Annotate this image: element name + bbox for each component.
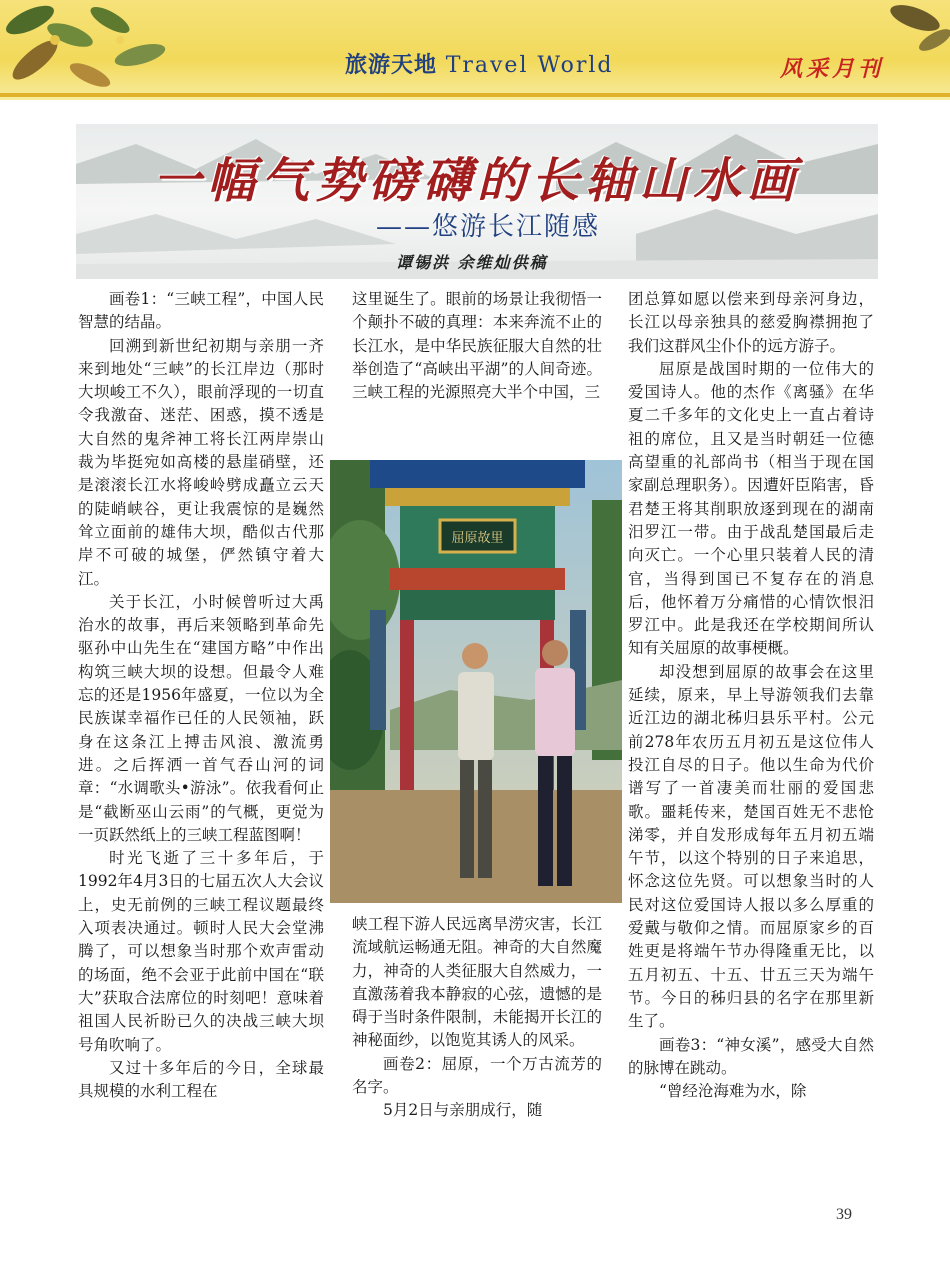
gate-plaque-text: 屈原故里: [451, 531, 504, 546]
paragraph: 画卷2：屈原，一个万古流芳的名字。: [352, 1054, 602, 1097]
leaf-decoration-right: [880, 0, 950, 60]
paragraph: 这里诞生了。眼前的场景让我彻悟一个颠扑不破的真理：本来奔流不止的长江水，是中华民族征服大自然的壮举创造了“高峡出平湖”的人间奇迹。三峡工程的光源照亮大半个中国，三: [352, 290, 602, 402]
text-column-1: [78, 288, 324, 1103]
section-title-cn: 旅游天地: [345, 52, 438, 78]
paragraph: 画卷1：“三峡工程”，中国人民智慧的结晶。: [78, 290, 324, 332]
leaf-decoration-left: [0, 0, 185, 100]
paragraph: 5月2日与亲朋成行，随: [383, 1101, 543, 1120]
paragraph: 峡工程下游人民远离旱涝灾害，长江流域航运畅通无阻。神奇的大自然魔力，神奇的人类征服大自然威力，一直激荡着我本静寂的心弦，遗憾的是碍于当时条件限制，未能揭开长江的神秘面纱，以饱览其诱人的风采。: [352, 915, 602, 1050]
article-subtitle: ——悠游长江随感: [376, 212, 601, 242]
magazine-name: 风采月刊: [780, 56, 885, 82]
paragraph: 回溯到新世纪初期与亲朋一齐来到地处“三峡”的长江岸边（那时大坝峻工不久），眼前浮现的一切直令我激奋、迷茫、困惑，摸不透是大自然的鬼斧神工将长江两岸崇山裁为毕挺宛如高楼的悬崖硝壁，还是滚滚长江水将峻岭劈成矗立云天的陡峭峡谷，更让我震惊的是巍然耸立面前的雄伟大坝，酷似古代那岸不可破的城堡，俨然镇守着大江。: [78, 336, 324, 588]
page-header: [0, 0, 950, 100]
paragraph: 时光飞逝了三十多年后，于1992年4月3日的七届五次人大会议上，史无前例的三峡工程议题最终入项表决通过。顿时人民大会堂沸腾了，可以想象当时那个欢声雷动的场面，绝不会亚于此前中国在“联大”获取合法席位的时刻吧！意味着祖国人民祈盼已久的决战三峡大坝号角吹响了。: [78, 849, 324, 1054]
paragraph: 又过十多年后的今日，全球最具规模的水利工程在: [78, 1058, 324, 1101]
text-column-2-bottom: [352, 913, 602, 1123]
section-title-en: Travel World: [445, 53, 614, 78]
title-banner: [76, 124, 878, 279]
paragraph: 屈原是战国时期的一位伟大的爱国诗人。他的杰作《离骚》在华夏二千多年的文化史上一直占着诗祖的席位，且又是当时朝廷一位德高望重的礼部尚书（相当于现在国家副总理职务）。因遭奸臣陷害，昏君楚王将其削职放逐到现在的湖南汨罗江一带。由于战乱楚国最后走向灭亡。一个心里只装着人民的清官，当得到国已不复存在的消息后，他怀着万分痛惜的心情饮恨汨罗江中。此是我还在学校期间所认知有关屈原的故事梗概。: [628, 359, 874, 658]
article-photo: [330, 460, 622, 903]
text-column-2-top: [352, 288, 602, 404]
paragraph: 关于长江，小时候曾听过大禹治水的故事，再后来领略到革命先驱孙中山先生在“建国方略”中作出构筑三峡大坝的设想。但最令人难忘的还是1956年盛夏，一位以为全民族谋幸福作已任的人民领袖，跃身在这条江上搏击风浪、激流勇进。之后挥洒一首气吞山河的词章：“水调歌头•游泳”。依我看何止是“截断巫山云雨”的气概，更觉为一页跃然纸上的三峡工程蓝图啊！: [78, 592, 324, 844]
article-authors: 谭锡洪 余维灿供稿: [396, 253, 548, 272]
paragraph: 却没想到屈原的故事会在这里延续，原来，早上导游领我们去靠近江边的湖北秭归县乐平村。公元前278年农历五月初五是这位伟人投江自尽的日子。他以生命为代价谱写了一首凄美而壮丽的爱国悲歌。噩耗传来，楚国百姓无不悲怆涕零，并自发形成每年五月初五端午节，以这个特别的日子来追思，怀念这位先贤。可以想象当时的人民对这位爱国诗人报以多么厚重的爱戴与敬仰之情。而屈原家乡的百姓更是将端午节办得隆重无比，以五月初五、十五、廿五三天为端午节。今日的秭归县的名字在那里新生了。: [628, 662, 874, 1031]
header-divider: [0, 93, 950, 97]
article-title: 一幅气势磅礴的长轴山水画: [152, 153, 801, 209]
page-number: 39: [836, 1206, 852, 1223]
photo-illustration: [330, 460, 622, 903]
paragraph: “曾经沧海难为水，除: [659, 1082, 807, 1101]
paragraph: 画卷3：“神女溪”，感受大自然的脉博在跳动。: [628, 1035, 874, 1077]
paragraph: 团总算如愿以偿来到母亲河身边，长江以母亲独具的慈爱胸襟拥抱了我们这群风尘仆仆的远方游子。: [628, 290, 874, 355]
section-title: [345, 48, 613, 79]
text-column-3: [628, 288, 874, 1103]
